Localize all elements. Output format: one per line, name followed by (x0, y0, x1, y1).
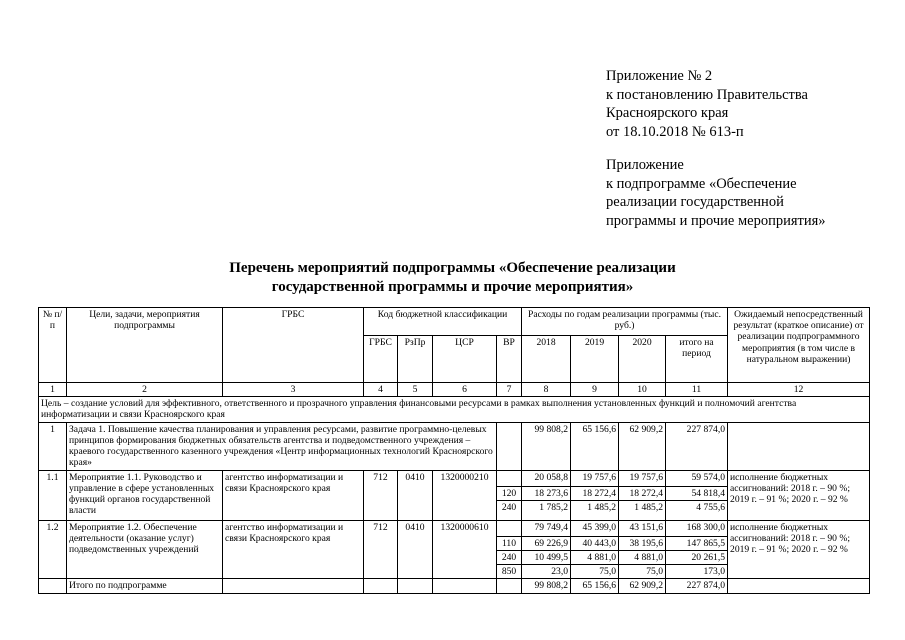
annex-block-2 (606, 156, 826, 230)
header-grbs: ГРБС (223, 308, 364, 383)
m12-2019: 4 881,0 (571, 551, 619, 565)
m11-2020: 18 272,4 (619, 486, 666, 500)
m12-total: 147 865,5 (666, 536, 728, 550)
header-rzpr: РзПр (398, 336, 433, 383)
total-empty (398, 579, 433, 593)
m11-total: 59 574,0 (666, 470, 728, 486)
header-csr: ЦСР (433, 336, 497, 383)
m11-2019: 18 272,4 (571, 486, 619, 500)
m12-2018: 10 499,5 (522, 551, 571, 565)
total-empty (728, 579, 870, 593)
col-number: 6 (433, 383, 497, 397)
m12-2020: 75,0 (619, 565, 666, 579)
total-2018: 99 808,2 (522, 579, 571, 593)
m12-grbs-code: 712 (364, 520, 398, 579)
header-vr: ВР (497, 336, 522, 383)
header-expected-result: Ожидаемый непосредственный результат (краткое описание) от реализации подпрограммного мероприятия (в том числе в натуральном выражении) (728, 308, 870, 383)
m12-vr: 110 (497, 536, 522, 550)
m12-2019: 40 443,0 (571, 536, 619, 550)
annex-line: к постановлению Правительства (606, 86, 808, 103)
m11-rzpr: 0410 (398, 470, 433, 520)
task-vr (497, 422, 522, 470)
m12-rzpr: 0410 (398, 520, 433, 579)
m11-2019: 1 485,2 (571, 500, 619, 520)
col-number: 12 (728, 383, 870, 397)
m12-2018: 23,0 (522, 565, 571, 579)
col-number: 3 (223, 383, 364, 397)
m11-vr: 120 (497, 486, 522, 500)
annex-block-1 (606, 67, 808, 141)
task-2020: 62 909,2 (619, 422, 666, 470)
m11-text: Мероприятие 1.1. Руководство и управление в сфере установленных функций органов государственной власти (67, 470, 223, 520)
m12-2019: 45 399,0 (571, 520, 619, 536)
col-number: 9 (571, 383, 619, 397)
m11-grbs: агентство информатизации и связи Красноярского края (223, 470, 364, 520)
task-num: 1 (39, 422, 67, 470)
header-2020: 2020 (619, 336, 666, 383)
header-num: № п/п (39, 308, 67, 383)
m11-vr (497, 470, 522, 486)
document-title (0, 259, 905, 297)
m11-total: 54 818,4 (666, 486, 728, 500)
m12-num: 1.2 (39, 520, 67, 579)
header-expenses: Расходы по годам реализации программы (тыс. руб.) (522, 308, 728, 336)
m11-2020: 19 757,6 (619, 470, 666, 486)
m11-2018: 1 785,2 (522, 500, 571, 520)
m12-2018: 69 226,9 (522, 536, 571, 550)
task-result (728, 422, 870, 470)
task-text: Задача 1. Повышение качества планирования и управления ресурсами, развитие программно-целевых принципов формирования бюджетных обязательств агентства и подведомственного учреждения – краевого государственного казенного учреждения «Центр информационных технологий Красноярского края» (67, 422, 497, 470)
title-line-1: Перечень мероприятий подпрограммы «Обеспечение реализации (229, 260, 676, 276)
m12-vr (497, 520, 522, 536)
col-number: 11 (666, 383, 728, 397)
m12-text: Мероприятие 1.2. Обеспечение деятельности (оказание услуг) подведомственных учреждений (67, 520, 223, 579)
total-empty (497, 579, 522, 593)
m11-grbs-code: 712 (364, 470, 398, 520)
m12-result: исполнение бюджетных ассигнований: 2018 г. – 90 %; 2019 г. – 91 %; 2020 г. – 92 % (728, 520, 870, 579)
m11-2018: 20 058,8 (522, 470, 571, 486)
m11-2020: 1 485,2 (619, 500, 666, 520)
col-number: 8 (522, 383, 571, 397)
total-empty (223, 579, 364, 593)
annex-line: Приложение № 2 (606, 68, 713, 84)
col-number: 5 (398, 383, 433, 397)
task-2019: 65 156,6 (571, 422, 619, 470)
col-number: 4 (364, 383, 398, 397)
annex-line: реализации государственной (606, 194, 784, 211)
task-2018: 99 808,2 (522, 422, 571, 470)
m11-2019: 19 757,6 (571, 470, 619, 486)
annex-line: от 18.10.2018 № 613-п (606, 123, 744, 140)
annex-line: к подпрограмме «Обеспечение (606, 175, 797, 192)
m12-2020: 43 151,6 (619, 520, 666, 536)
total-2019: 65 156,6 (571, 579, 619, 593)
annex-line: программы и прочие мероприятия» (606, 212, 826, 229)
m12-2018: 79 749,4 (522, 520, 571, 536)
header-grbs-code: ГРБС (364, 336, 398, 383)
m12-total: 20 261,5 (666, 551, 728, 565)
total-empty (364, 579, 398, 593)
annex-line: Красноярского края (606, 105, 729, 122)
m11-result: исполнение бюджетных ассигнований: 2018 г. – 90 %; 2019 г. – 91 %; 2020 г. – 92 % (728, 470, 870, 520)
m12-2019: 75,0 (571, 565, 619, 579)
col-number: 7 (497, 383, 522, 397)
header-goals: Цели, задачи, мероприятия подпрограммы (67, 308, 223, 383)
m12-total: 173,0 (666, 565, 728, 579)
m11-vr: 240 (497, 500, 522, 520)
total-empty (39, 579, 67, 593)
m12-2020: 4 881,0 (619, 551, 666, 565)
task-total: 227 874,0 (666, 422, 728, 470)
header-total: итого на период (666, 336, 728, 383)
m12-csr: 1320000610 (433, 520, 497, 579)
col-number: 1 (39, 383, 67, 397)
header-2019: 2019 (571, 336, 619, 383)
title-line-2: государственной программы и прочие мероприятия» (271, 279, 634, 295)
m11-total: 4 755,6 (666, 500, 728, 520)
m12-total: 168 300,0 (666, 520, 728, 536)
header-budget-code: Код бюджетной классификации (364, 308, 522, 336)
activities-table (38, 307, 870, 594)
total-empty (433, 579, 497, 593)
m11-csr: 1320000210 (433, 470, 497, 520)
m12-vr: 240 (497, 551, 522, 565)
m12-grbs: агентство информатизации и связи Красноярского края (223, 520, 364, 579)
col-number: 10 (619, 383, 666, 397)
header-2018: 2018 (522, 336, 571, 383)
total-2020: 62 909,2 (619, 579, 666, 593)
col-number: 2 (67, 383, 223, 397)
total-label: Итого по подпрограмме (67, 579, 223, 593)
annex-line: Приложение (606, 157, 684, 173)
m11-num: 1.1 (39, 470, 67, 520)
goal-row: Цель – создание условий для эффективного, ответственного и прозрачного управления финансовыми ресурсами в рамках выполнения установленных функций и полномочий агентства информатизации и связи Красноярского края (39, 397, 870, 422)
m12-2020: 38 195,6 (619, 536, 666, 550)
m11-2018: 18 273,6 (522, 486, 571, 500)
total-total: 227 874,0 (666, 579, 728, 593)
m12-vr: 850 (497, 565, 522, 579)
